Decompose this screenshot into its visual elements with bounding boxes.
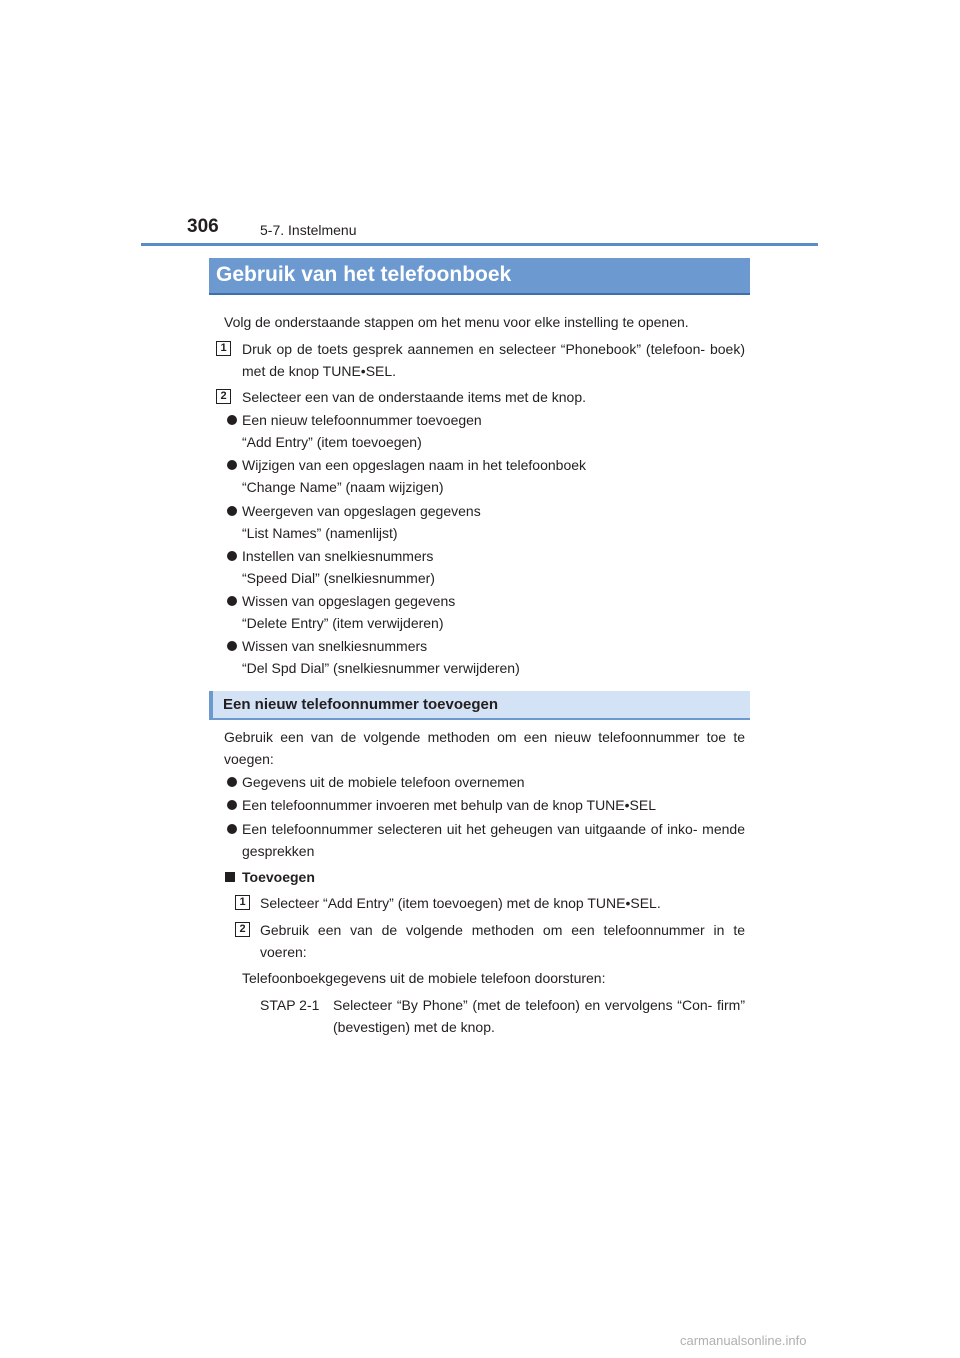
menu-item-desc: Wijzigen van een opgeslagen naam in het telefoonboek <box>242 457 587 473</box>
section-label: 5-7. Instelmenu <box>260 222 357 238</box>
subsection-intro: Gebruik een van de volgende methoden om een nieuw telefoonnummer toe te voegen: <box>224 729 745 767</box>
menu-item-desc: Instellen van snelkiesnummers <box>242 548 434 564</box>
stap-text: Selecteer “By Phone” (met de telefoon) en vervolgens “Con- firm” (bevestigen) met de knop. <box>333 997 745 1035</box>
sub-step-1-text: Selecteer “Add Entry” (item toevoegen) met de knop TUNE•SEL. <box>260 895 661 911</box>
bullet-icon <box>227 551 237 561</box>
intro-text: Volg de onderstaande stappen om het menu voor elke instelling te openen. <box>224 314 689 330</box>
subsection-title: Een nieuw telefoonnummer toevoegen <box>223 696 499 713</box>
menu-item-desc: Een nieuw telefoonnummer toevoegen <box>242 412 482 428</box>
menu-item-option: “Change Name” (naam wijzigen) <box>242 479 444 495</box>
step-2-text: Selecteer een van de onderstaande items met de knop. <box>242 389 586 405</box>
step-1-text: Druk op de toets gesprek aannemen en selecteer “Phonebook” (telefoon- boek) met de knop TUNE•SEL. <box>242 341 745 379</box>
bullet-icon <box>227 415 237 425</box>
menu-item-desc: Wissen van snelkiesnummers <box>242 638 428 654</box>
step-2-badge: 2 <box>216 389 231 404</box>
menu-item-desc: Weergeven van opgeslagen gegevens <box>242 503 481 519</box>
bullet-icon <box>227 596 237 606</box>
menu-item-option: “Del Spd Dial” (snelkiesnummer verwijderen) <box>242 660 520 676</box>
sub-step-2-text: Gebruik een van de volgende methoden om een telefoonnummer in te voeren: <box>260 922 745 960</box>
method-item: Een telefoonnummer invoeren met behulp van de knop TUNE•SEL <box>242 797 656 813</box>
method-item: Een telefoonnummer selecteren uit het geheugen van uitgaande of inko- mende gesprekken <box>242 821 745 859</box>
transfer-label: Telefoonboekgegevens uit de mobiele telefoon doorsturen: <box>242 970 606 986</box>
bullet-icon <box>227 777 237 787</box>
toevoegen-heading: Toevoegen <box>242 869 315 885</box>
header-rule <box>141 243 818 246</box>
bullet-icon <box>227 824 237 834</box>
title-bar <box>209 258 750 295</box>
menu-item-option: “Add Entry” (item toevoegen) <box>242 434 422 450</box>
menu-item-option: “Delete Entry” (item verwijderen) <box>242 615 444 631</box>
subsection-bar <box>209 691 750 720</box>
bullet-icon <box>227 800 237 810</box>
menu-item-option: “Speed Dial” (snelkiesnummer) <box>242 570 435 586</box>
sub-step-1-badge: 1 <box>235 895 250 910</box>
bullet-icon <box>227 460 237 470</box>
step-1-badge: 1 <box>216 341 231 356</box>
page-title: Gebruik van het telefoonboek <box>216 263 512 286</box>
page-number: 306 <box>187 216 219 237</box>
bullet-icon <box>227 641 237 651</box>
footer-watermark: carmanualsonline.info <box>680 1333 807 1348</box>
method-item: Gegevens uit de mobiele telefoon overnemen <box>242 774 525 790</box>
sub-step-2-badge: 2 <box>235 922 250 937</box>
menu-item-desc: Wissen van opgeslagen gegevens <box>242 593 456 609</box>
square-bullet-icon <box>225 872 235 882</box>
stap-label: STAP 2-1 <box>260 997 320 1013</box>
menu-item-option: “List Names” (namenlijst) <box>242 525 398 541</box>
bullet-icon <box>227 506 237 516</box>
